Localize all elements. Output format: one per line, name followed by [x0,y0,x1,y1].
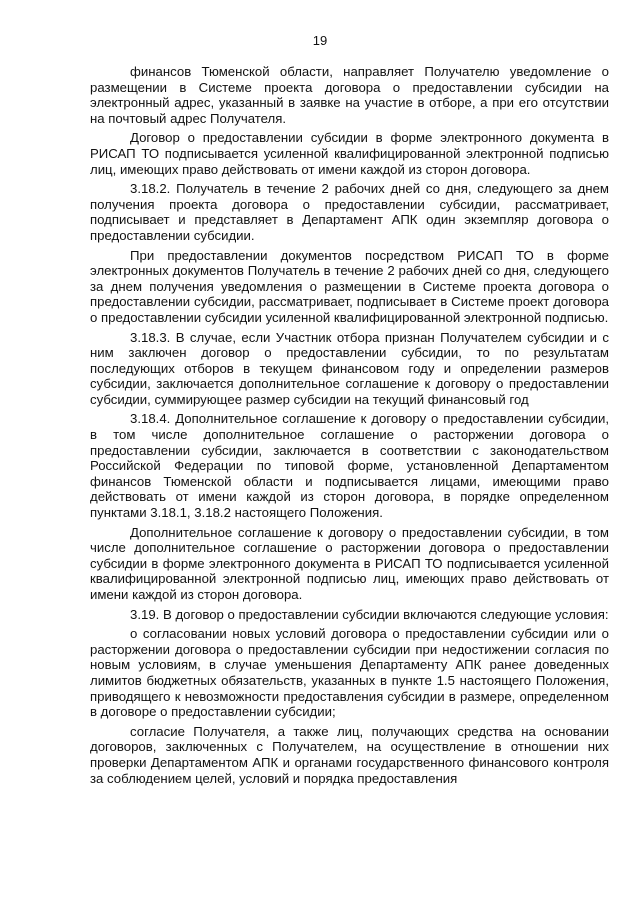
paragraph-additional-agreement: Дополнительное соглашение к договору о предоставлении субсидии, в том числе дополнительное соглашение о расторжении договора о предоставлении субсидии в форме электронного документа в РИСАП ТО подписывается усиленной квалифицированной электронной подписью лиц, имеющих право действовать от имени каждой из сторон договора. [90,524,609,602]
page-number: 19 [312,33,328,48]
paragraph-3-18-4: 3.18.4. Дополнительное соглашение к договору о предоставлении субсидии, в том числе дополнительное соглашение о расторжении договора о предоставлении субсидии, заключается в соответствии с законодательством Российской Федерации по типовой форме, установленной Департаментом финансов Тюменской области и подписывается лицами, имеющими право действовать от имени каждой из сторон договора, в порядке определенном пунктами 3.18.1, 3.18.2 настоящего Положения. [90,411,609,521]
paragraph-3-18-3: 3.18.3. В случае, если Участник отбора признан Получателем субсидии и с ним заключен договор о предоставлении субсидии, то по результатам последующих отборов в текущем финансовом году и определении размеров субсидии, заключается дополнительное соглашение к договору о предоставлении субсидии, суммирующее размер субсидии на текущий финансовый год [90,329,609,407]
paragraph-3-19: 3.19. В договор о предоставлении субсидии включаются следующие условия: [130,606,609,622]
paragraph-risap-submission: При предоставлении документов посредством РИСАП ТО в форме электронных документов Получатель в течение 2 рабочих дней со дня, следующего за днем получения уведомления о размещении в Системе проекта договора о предоставлении субсидии, рассматривает, подписывает в Системе проект договора о предоставлении субсидии усиленной квалифицированной электронной подписью. [90,247,609,325]
paragraph-recipient-consent: согласие Получателя, а также лиц, получающих средства на основании договоров, заключенных с Получателем, на осуществление в отношении них проверки Департаментом АПК и органами государственного финансового контроля за соблюдением целей, условий и порядка предоставления [90,723,609,786]
paragraph-notification: финансов Тюменской области, направляет Получателю уведомление о размещении в Системе проекта договора о предоставлении субсидии на электронный адрес, указанный в заявке на участие в отборе, а при его отсутствии на почтовый адрес Получателя. [90,64,609,126]
document-body [90,64,609,790]
paragraph-new-conditions: о согласовании новых условий договора о предоставлении субсидии или о расторжении договора о предоставлении субсидии при недостижении согласия по новым условиям, в случае уменьшения Департаменту АПК ранее доведенных лимитов бюджетных обязательств, указанных в пункте 1.5 настоящего Положения, приводящего к невозможности предоставления субсидии в размере, определенном в договоре о предоставлении субсидии; [90,626,609,720]
paragraph-3-18-2: 3.18.2. Получатель в течение 2 рабочих дней со дня, следующего за днем получения проекта договора о предоставлении субсидии, рассматривает, подписывает и представляет в Департамент АПК один экземпляр договора о предоставлении субсидии. [90,181,609,243]
paragraph-electronic-signature: Договор о предоставлении субсидии в форме электронного документа в РИСАП ТО подписывается усиленной квалифицированной электронной подписью лиц, имеющих право действовать от имени каждой из сторон договора. [90,130,609,177]
